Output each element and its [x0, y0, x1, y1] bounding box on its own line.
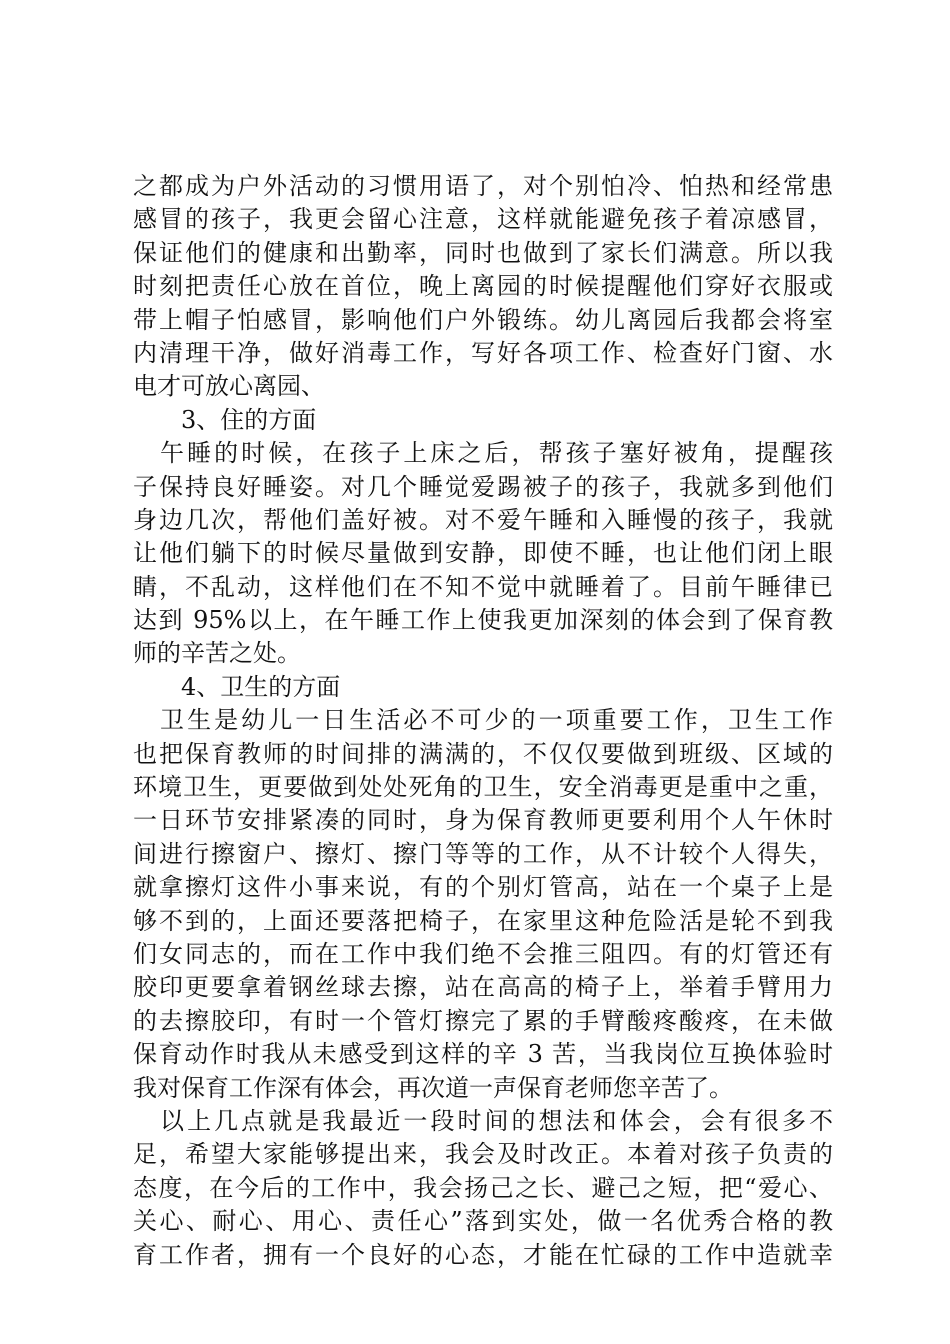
text-line: 们女同志的，而在工作中我们绝不会推三阻四。有的灯管还有 [133, 939, 833, 968]
text-line: 环境卫生，更要做到处处死角的卫生，安全消毒更是重中之重， [133, 773, 833, 802]
text-line: 以上几点就是我最近一段时间的想法和体会，会有很多不 [133, 1106, 833, 1135]
text-line: 态度，在今后的工作中，我会扬己之长、避己之短，把“爱心、 [133, 1173, 833, 1202]
text-line: 的去擦胶印，有时一个管灯擦完了累的手臂酸疼酸疼，在未做 [133, 1006, 833, 1035]
text-line: 足，希望大家能够提出来，我会及时改正。本着对孩子负责的 [133, 1140, 833, 1169]
text-line: 带上帽子怕感冒，影响他们户外锻练。幼儿离园后我都会将室 [133, 305, 833, 334]
text-line: 一日环节安排紧凑的同时，身为保育教师更要利用个人午休时 [133, 806, 833, 835]
text-line: 我对保育工作深有体会，再次道一声保育老师您辛苦了。 [133, 1073, 733, 1102]
text-line: 时刻把责任心放在首位，晚上离园的时候提醒他们穿好衣服或 [133, 272, 833, 301]
section-heading: 3、住的方面 [181, 405, 317, 434]
text-line: 睛，不乱动，这样他们在不知不觉中就睡着了。目前午睡律已 [133, 572, 833, 601]
text-line: 午睡的时候，在孩子上床之后，帮孩子塞好被角，提醒孩 [133, 439, 833, 468]
text-line: 间进行擦窗户、擦灯、擦门等等的工作，从不计较个人得失， [133, 839, 833, 868]
section-heading: 4、卫生的方面 [181, 672, 341, 701]
document-body [133, 170, 833, 1272]
text-line: 子保持良好睡姿。对几个睡觉爱踢被子的孩子，我就多到他们 [133, 472, 833, 501]
text-line: 育工作者，拥有一个良好的心态，才能在忙碌的工作中造就幸 [133, 1240, 833, 1269]
text-line: 也把保育教师的时间排的满满的，不仅仅要做到班级、区域的 [133, 739, 833, 768]
text-line: 感冒的孩子，我更会留心注意，这样就能避免孩子着凉感冒， [133, 205, 833, 234]
text-line: 关心、耐心、用心、责任心”落到实处，做一名优秀合格的教 [133, 1207, 833, 1236]
text-line: 师的辛苦之处。 [133, 639, 301, 668]
text-line: 让他们躺下的时候尽量做到安静，即使不睡，也让他们闭上眼 [133, 539, 833, 568]
text-line: 保证他们的健康和出勤率，同时也做到了家长们满意。所以我 [133, 238, 833, 267]
text-line: 就拿擦灯这件小事来说，有的个别灯管高，站在一个桌子上是 [133, 873, 833, 902]
text-line: 身边几次，帮他们盖好被。对不爱午睡和入睡慢的孩子，我就 [133, 505, 833, 534]
text-line: 卫生是幼儿一日生活必不可少的一项重要工作，卫生工作 [133, 706, 833, 735]
text-line: 电才可放心离园、 [133, 372, 325, 401]
text-line: 够不到的，上面还要落把椅子，在家里这种危险活是轮不到我 [133, 906, 833, 935]
text-line: 之都成为户外活动的习惯用语了，对个别怕冷、怕热和经常患 [133, 172, 833, 200]
text-line: 保育动作时我从未感受到这样的辛 3 苦，当我岗位互换体验时 [133, 1040, 833, 1069]
text-line: 胶印更要拿着钢丝球去擦，站在高高的椅子上，举着手臂用力 [133, 973, 833, 1002]
text-line: 达到 95%以上，在午睡工作上使我更加深刻的体会到了保育教 [133, 606, 833, 635]
text-line: 内清理干净，做好消毒工作，写好各项工作、检查好门窗、水 [133, 338, 833, 367]
